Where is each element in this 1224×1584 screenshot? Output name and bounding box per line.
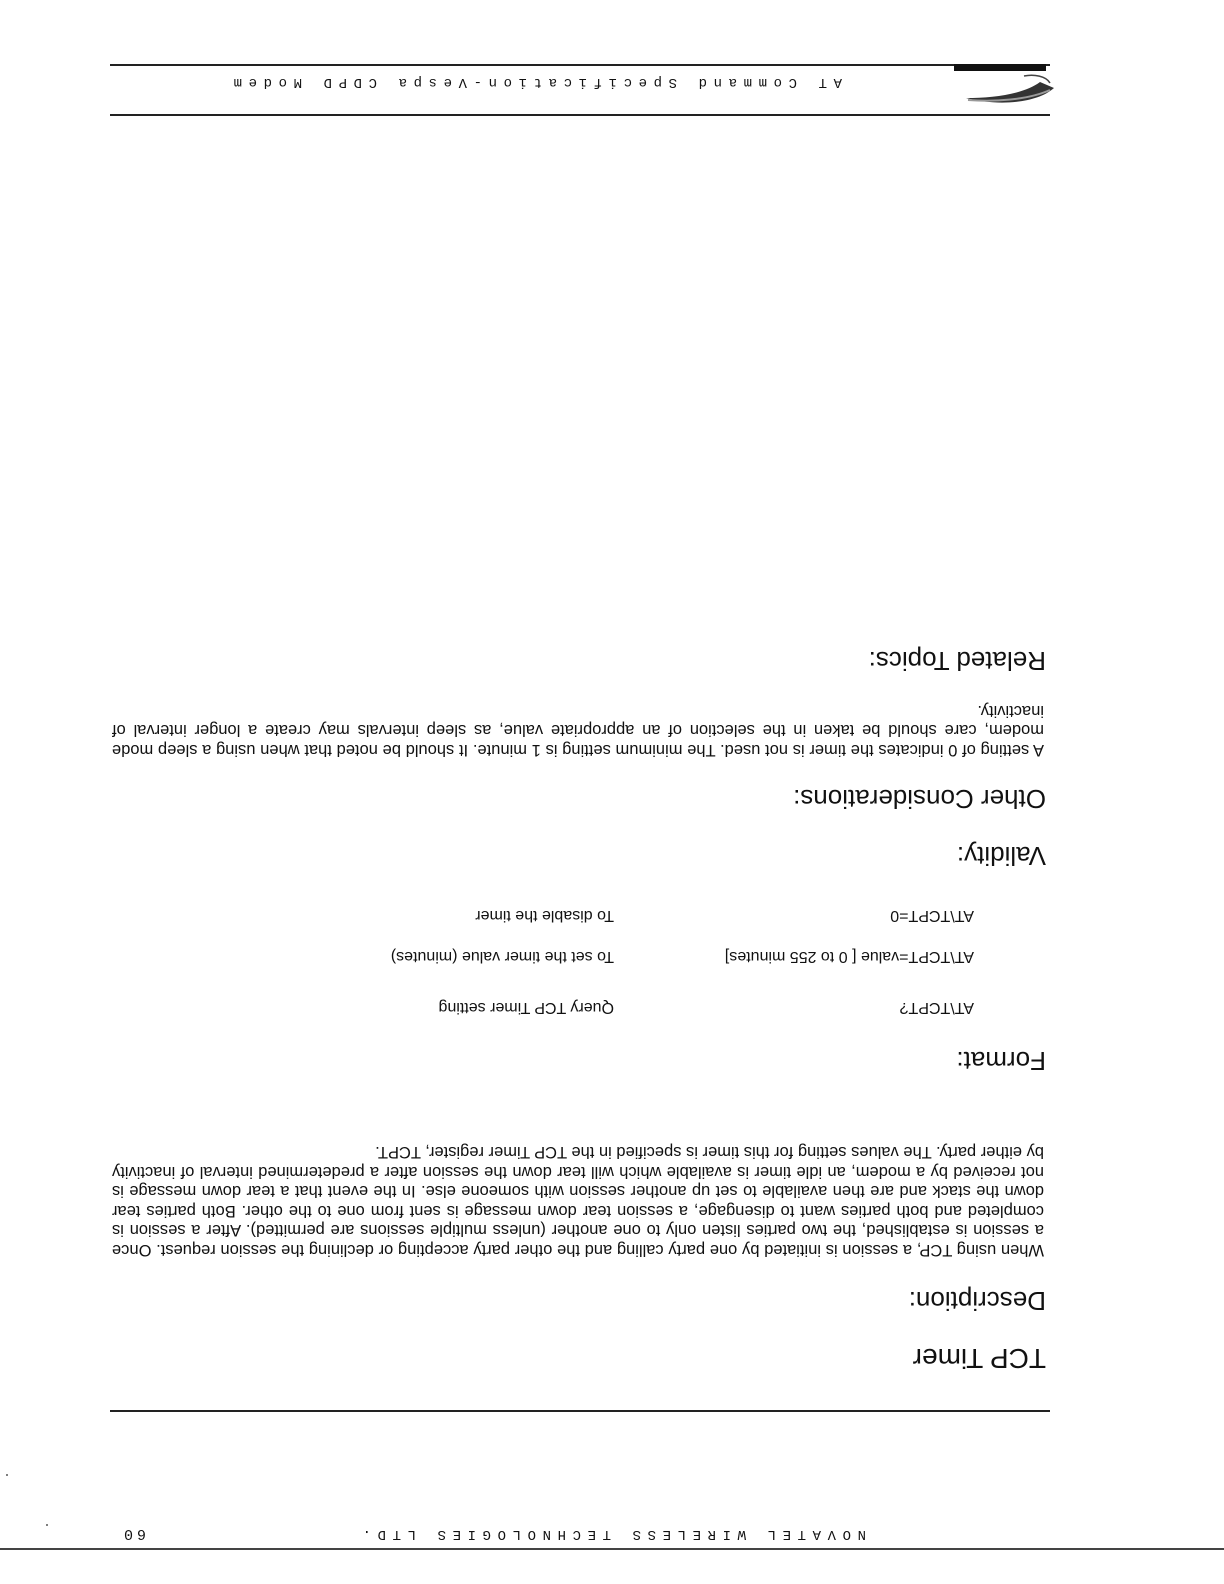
format-heading: Format: — [956, 1046, 1046, 1076]
command-disable-desc: To disable the timer — [475, 907, 614, 924]
header-rule — [110, 1410, 1050, 1412]
novatel-wireless-logo — [944, 58, 1064, 118]
command-query-desc: Query TCP Timer setting — [438, 999, 614, 1016]
footer-rule-bottom — [110, 64, 1050, 66]
document-title: AT Command Specification-Vespa CDPD Modem — [226, 74, 842, 90]
description-heading: Description: — [908, 1286, 1046, 1316]
command-set: AT\TCPT=value [ 0 to 255 minutes] — [724, 948, 974, 965]
scan-edge-line — [0, 1548, 1224, 1550]
validity-heading: Validity: — [956, 841, 1046, 871]
other-considerations-paragraph: A setting of 0 indicates the timer is not used. The minimum setting is 1 minute. It should be noted that when using a sleep mode modem, care should be taken in the selection of an appropriate value, as sleep intervals may create a longer interval of inactivity. — [112, 701, 1044, 759]
page-number: 60 — [119, 1525, 146, 1542]
description-paragraph: When using TCP, a session is initiated by one party calling and the other party accepting or declining the session request. Once a session is established, the two parties listen only to one another (unless multiple sessions are permitted). After a session is completed and both parties want to disengage, a session tear down message is sent from one to the other. Both parties tear down the stack and are then available to set up another session with someone else. In the event that a tear down message is not received by a modem, an idle timer is available which will tear down the session after a predetermined interval of inactivity by either party. The values setting for this timer is specified in the TCP Timer register, TCPT. — [112, 1143, 1044, 1259]
related-topics-heading: Related Topics: — [868, 646, 1046, 676]
scan-speck — [46, 1524, 48, 1526]
other-considerations-heading: Other Considerations: — [793, 784, 1046, 814]
company-header: NOVATEL WIRELESS TECHNOLOGIES LTD. — [355, 1526, 866, 1542]
command-set-desc: To set the timer value (minutes) — [390, 948, 614, 965]
footer-rule-top — [110, 114, 1050, 116]
command-disable: AT\TCPT=0 — [890, 907, 974, 924]
scan-speck — [6, 1474, 8, 1476]
section-title: TCP Timer — [912, 1343, 1046, 1374]
command-query: AT\TCPT? — [899, 999, 974, 1016]
